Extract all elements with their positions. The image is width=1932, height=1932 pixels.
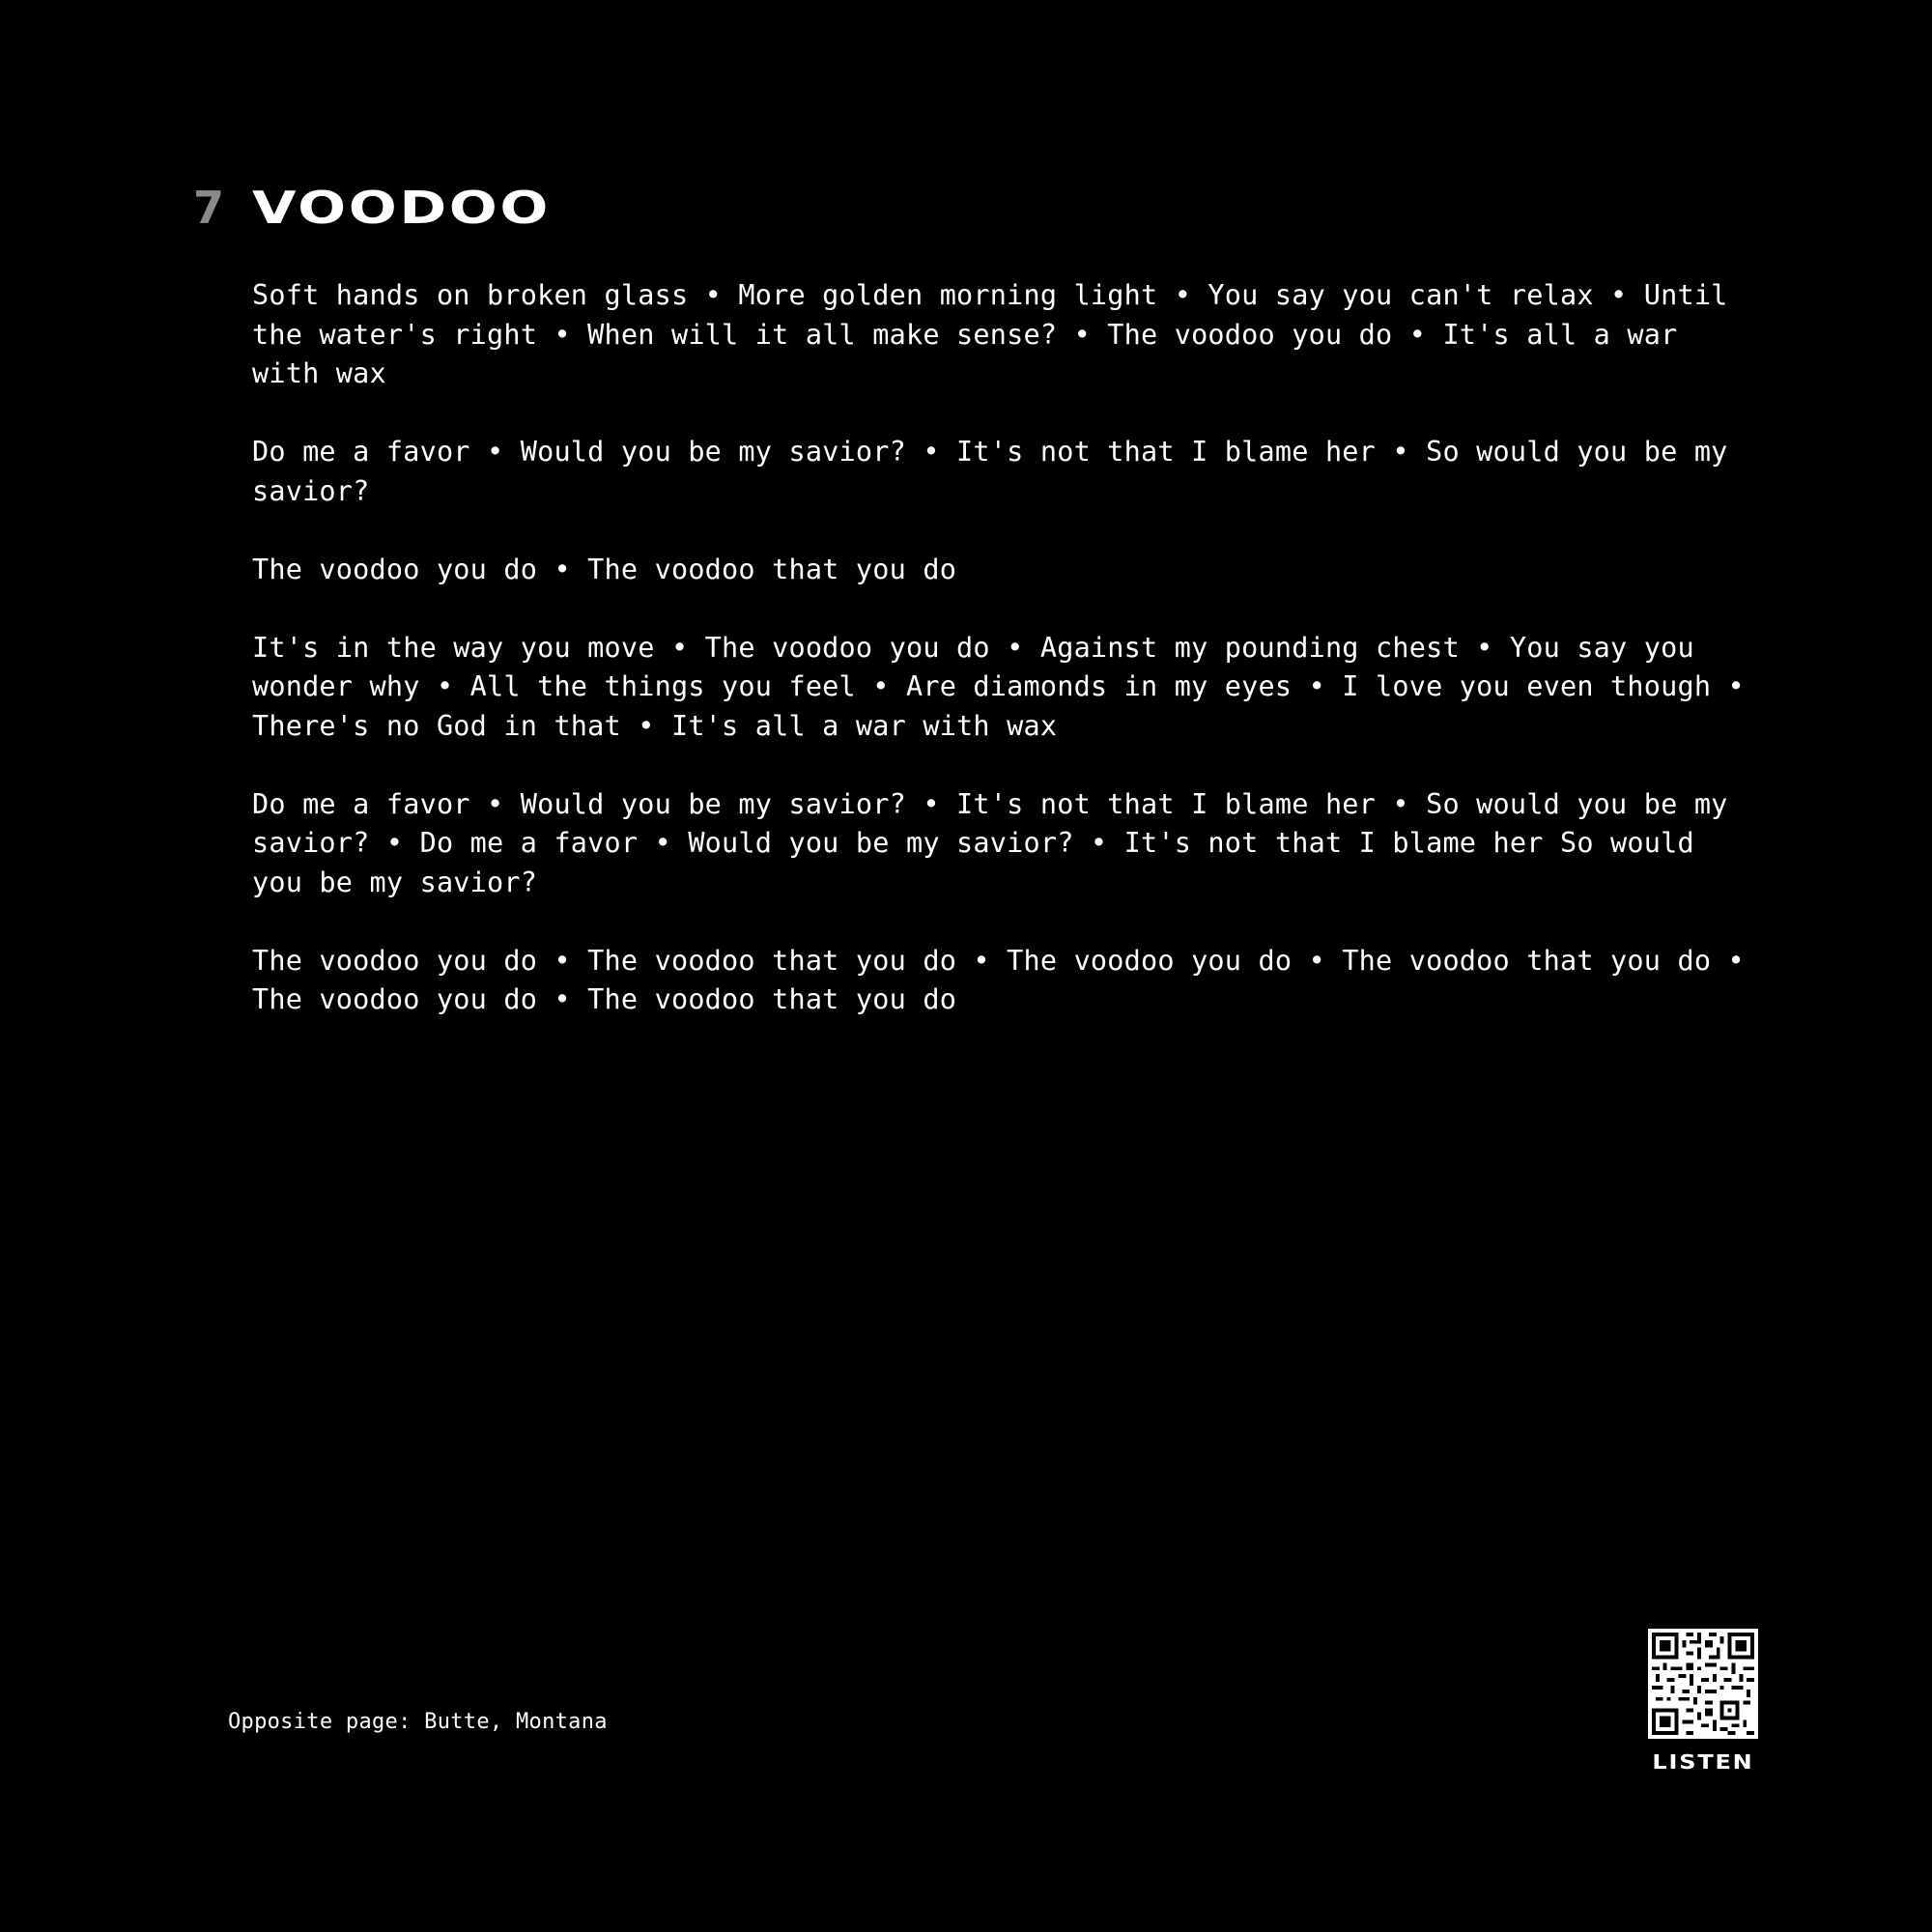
lyrics-stanza-4: It's in the way you move • The voodoo you do • Against my pounding chest • You say you wonder why • All the things you feel • Are diamonds in my eyes • I love you even though • There's no God in that • It's all a war with wax: [252, 631, 1745, 742]
lyrics-stanza-3: The voodoo you do • The voodoo that you do: [252, 553, 957, 585]
track-title: VOODOO: [252, 182, 551, 234]
track-number: 7: [193, 182, 225, 234]
lyrics-stanza-5: Do me a favor • Would you be my savior? • It's not that I blame her • So would you be my savior? • Do me a favor • Would you be my savior? • It's not that I blame her So would you be my savior?: [252, 787, 1728, 898]
lyrics-stanza-1: Soft hands on broken glass • More golden morning light • You say you can't relax • Until the water's right • When will it all make sense? • The voodoo you do • It's all a war with wax: [252, 279, 1728, 389]
lyrics-stanza-6: The voodoo you do • The voodoo that you do • The voodoo you do • The voodoo that you do • The voodoo you do • The voodoo that you do: [252, 944, 1745, 1015]
lyrics-body: [252, 276, 1759, 1059]
listen-label: LISTEN: [1652, 1750, 1754, 1774]
photo-caption: Opposite page: Butte, Montana: [228, 1710, 608, 1734]
lyrics-stanza-2: Do me a favor • Would you be my savior? • It's not that I blame her • So would you be my savior?: [252, 436, 1728, 507]
qr-code-icon[interactable]: [1648, 1629, 1758, 1739]
listen-qr-block[interactable]: [1648, 1629, 1758, 1774]
track-heading: [193, 182, 551, 234]
